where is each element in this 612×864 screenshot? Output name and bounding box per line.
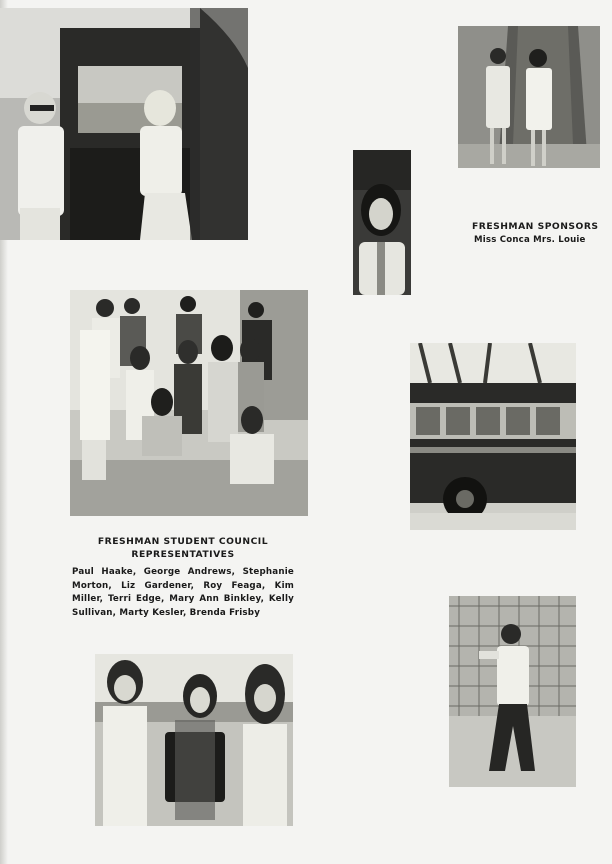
student-council-names: Paul Haake, George Andrews, Stephanie Morton, Liz Gardener, Roy Feaga, Kim Miller, Terri Edge, Mary Ann Binkley, Kelly Sullivan, Marty Kesler, Brenda Frisby: [72, 567, 294, 618]
photo-girl-on-telephone: [353, 150, 411, 295]
sponsors-caption: [420, 220, 612, 247]
photo-school-bus: [410, 343, 576, 530]
student-council-caption: [72, 535, 294, 620]
photo-boy-by-fence: [449, 596, 576, 787]
photo-student-council-group: [70, 290, 308, 516]
student-council-heading-2: REPRESENTATIVES: [131, 549, 235, 560]
student-council-heading-1: FRESHMAN STUDENT COUNCIL: [97, 536, 269, 547]
sponsors-names: Miss Conca Mrs. Louie: [474, 235, 586, 245]
sponsors-heading: FRESHMAN SPONSORS: [472, 221, 599, 232]
photo-sponsors-under-tree: [458, 26, 600, 168]
photo-students-at-booth: [0, 8, 248, 240]
photo-three-girls: [95, 654, 293, 826]
